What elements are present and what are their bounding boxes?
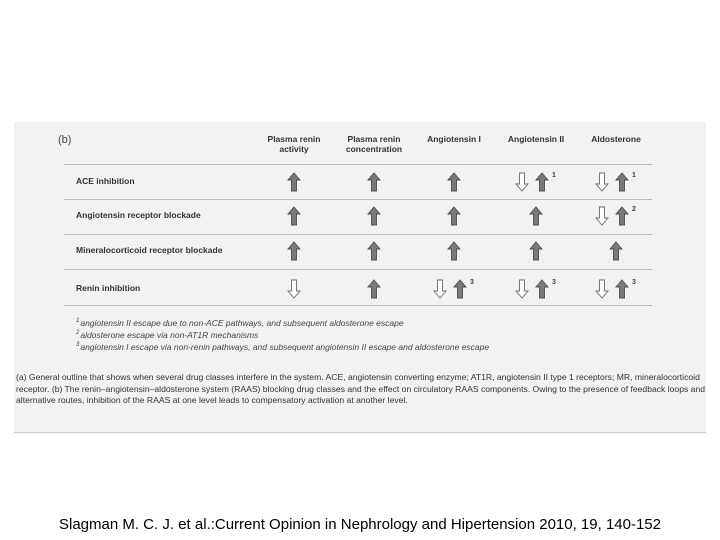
arrow-down-icon bbox=[287, 279, 301, 299]
arrow-up-icon bbox=[615, 279, 629, 299]
arrow-up-icon bbox=[447, 241, 461, 261]
arrow-up-icon bbox=[367, 241, 381, 261]
arrow-up-icon bbox=[287, 241, 301, 261]
column-header: Aldosterone bbox=[591, 134, 641, 144]
row-label: Mineralocorticoid receptor blockade bbox=[76, 245, 223, 255]
arrow-footnote-ref: 3 bbox=[470, 279, 474, 286]
arrow-up-icon bbox=[367, 279, 381, 299]
arrow-up-icon bbox=[615, 172, 629, 192]
arrow-footnote-ref: 1 bbox=[552, 172, 556, 179]
arrow-down-icon bbox=[515, 279, 529, 299]
arrow-down-icon bbox=[595, 206, 609, 226]
row-label: Renin inhibition bbox=[76, 283, 141, 293]
arrow-footnote-ref: 1 bbox=[632, 172, 636, 179]
table-rule bbox=[64, 164, 652, 165]
arrow-up-icon bbox=[529, 206, 543, 226]
footnote-number: 3 bbox=[76, 342, 80, 349]
arrow-down-icon bbox=[595, 172, 609, 192]
footnote-number: 1 bbox=[76, 318, 80, 325]
footnote bbox=[76, 330, 258, 340]
column-header: Angiotensin I bbox=[427, 134, 481, 144]
column-header: Angiotensin II bbox=[507, 134, 565, 144]
arrow-up-icon bbox=[615, 206, 629, 226]
panel-label: (b) bbox=[58, 134, 72, 146]
column-header: Plasma renin activity bbox=[267, 134, 321, 154]
table-rule bbox=[64, 269, 652, 270]
arrow-up-icon bbox=[453, 279, 467, 299]
arrow-footnote-ref: 3 bbox=[552, 279, 556, 286]
column-header: Plasma renin concentration bbox=[345, 134, 403, 154]
row-label: Angiotensin receptor blockade bbox=[76, 210, 201, 220]
arrow-up-icon bbox=[447, 206, 461, 226]
arrow-up-icon bbox=[529, 241, 543, 261]
footnote-number: 2 bbox=[76, 330, 80, 337]
arrow-down-icon bbox=[433, 279, 447, 299]
arrow-down-icon bbox=[595, 279, 609, 299]
arrow-up-icon bbox=[287, 206, 301, 226]
arrow-up-icon bbox=[447, 172, 461, 192]
arrow-down-icon bbox=[515, 172, 529, 192]
row-label: ACE inhibition bbox=[76, 176, 135, 186]
caption-divider bbox=[14, 432, 706, 433]
arrow-footnote-ref: 2 bbox=[632, 206, 636, 213]
footnote-text: aldosterone escape via non-AT1R mechanisms bbox=[80, 330, 259, 340]
arrow-up-icon bbox=[287, 172, 301, 192]
arrow-up-icon bbox=[535, 172, 549, 192]
footnote bbox=[76, 342, 489, 352]
footnote bbox=[76, 318, 404, 328]
table-rule bbox=[64, 305, 652, 306]
citation: Slagman M. C. J. et al.:Current Opinion in Nephrology and Hipertension 2010, 19, 140-152 bbox=[58, 516, 661, 533]
arrow-up-icon bbox=[609, 241, 623, 261]
arrow-up-icon bbox=[367, 172, 381, 192]
table-rule bbox=[64, 234, 652, 235]
arrow-up-icon bbox=[535, 279, 549, 299]
arrow-up-icon bbox=[367, 206, 381, 226]
figure-caption: (a) General outline that shows when several drug classes interfere in the system. ACE, angiotensin converting enzyme; AT1R, angiotensin II type 1 receptors; MR, mineralocorticoid receptor. (b) The renin–angiotensin–aldosterone system (RAAS) blocking drug classes and the effect on circulatory RAAS components. Owing to the presence of feedback loops and alternative routes, inhibition of the RAAS at one level leads to compensatory activation at another level. bbox=[16, 372, 706, 405]
table-rule bbox=[64, 199, 652, 200]
arrow-footnote-ref: 3 bbox=[632, 279, 636, 286]
footnote-text: angiotensin I escape via non-renin pathways, and subsequent angiotensin II escape and aldosterone escape bbox=[80, 342, 490, 352]
footnote-text: angiotensin II escape due to non-ACE pathways, and subsequent aldosterone escape bbox=[80, 318, 404, 328]
